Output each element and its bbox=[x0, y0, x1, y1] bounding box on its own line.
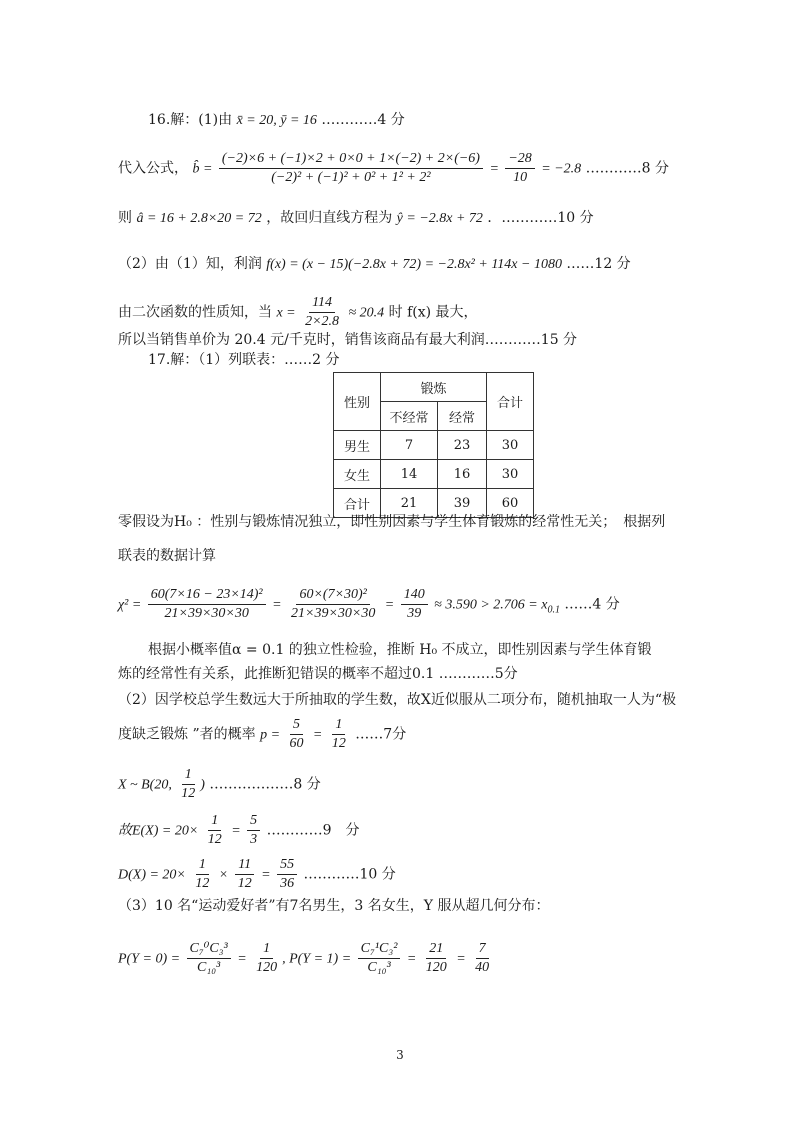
b-hat-fraction-2 bbox=[505, 150, 534, 187]
text: P(Y = 0) = bbox=[118, 951, 181, 967]
table-row bbox=[334, 460, 534, 489]
variance-fraction-1 bbox=[192, 856, 212, 893]
variance-result bbox=[277, 856, 297, 893]
cell-often: 16 bbox=[438, 460, 487, 489]
fraction-numerator: 60×(7×30)² bbox=[296, 586, 369, 605]
equals-sign: = bbox=[272, 597, 282, 613]
null-hypothesis-line-2: 联表的数据计算 bbox=[118, 548, 216, 564]
text: ≈ 3.590 > 2.706 = x bbox=[434, 597, 548, 613]
text: 由二次函数的性质知，当 bbox=[118, 304, 272, 321]
text: ) bbox=[200, 777, 205, 793]
header-often: 经常 bbox=[438, 402, 487, 431]
chi-square-line bbox=[118, 586, 620, 623]
b-hat-fraction bbox=[219, 150, 483, 187]
cell-not-often: 21 bbox=[381, 489, 438, 518]
conclusion-line-1: 根据小概率值α = 0.1 的独立性检验，推断 H₀ 不成立，即性别因素与学生体育锻 bbox=[148, 642, 652, 658]
header-not-often: 不经常 bbox=[381, 402, 438, 431]
fraction-denominator: 40 bbox=[475, 960, 490, 975]
fraction-numerator: 1 bbox=[332, 716, 345, 735]
fraction-numerator: 60(7×16 − 23×14)² bbox=[148, 586, 266, 605]
p-y0-value bbox=[253, 940, 280, 977]
table-row bbox=[334, 431, 534, 460]
page-number: 3 bbox=[396, 1048, 404, 1062]
profit-function: f(x) = (x − 15)(−2.8x + 72) = −2.8x² + 114x − 1080 bbox=[266, 257, 562, 272]
text: X ~ B(20, bbox=[118, 777, 172, 793]
p-y0-fraction bbox=[187, 940, 231, 977]
p16-line-3 bbox=[118, 208, 594, 229]
fraction-denominator: 12 bbox=[237, 876, 252, 891]
equals-sign: = bbox=[312, 727, 323, 743]
header-sex: 性别 bbox=[334, 373, 381, 431]
p-y1-fraction bbox=[358, 940, 401, 977]
fraction-denominator: 12 bbox=[207, 832, 222, 847]
chi-fraction-2 bbox=[288, 586, 378, 623]
text: × bbox=[218, 867, 229, 883]
text: 0.1 bbox=[547, 604, 560, 616]
p16-line-6: 所以当销售单价为 20.4 元/千克时，销售该商品有最大利润…………15 分 bbox=[118, 332, 578, 348]
header-total: 合计 bbox=[487, 373, 534, 431]
text: 度缺乏锻炼 ”者的概率 bbox=[118, 726, 256, 743]
fraction-denominator: 2×2.8 bbox=[305, 314, 340, 329]
text: p = bbox=[260, 727, 281, 743]
fraction-numerator: 5 bbox=[247, 812, 260, 831]
p16-score-12: ……12 分 bbox=[566, 256, 631, 272]
variance-fraction-2 bbox=[235, 856, 255, 893]
fraction-denominator: 39 bbox=[407, 606, 422, 621]
b-hat-denominator: (−2)² + (−1)² + 0² + 1² + 2² bbox=[271, 170, 431, 185]
fraction-denominator: 21×39×30×30 bbox=[164, 606, 249, 621]
p16-line-2 bbox=[118, 150, 669, 187]
text: χ² = bbox=[118, 597, 142, 613]
fraction-numerator: 7 bbox=[476, 940, 489, 959]
cell-often: 39 bbox=[438, 489, 487, 518]
p16-score-10: ．…………10 分 bbox=[487, 210, 594, 226]
equals-sign: = bbox=[231, 823, 241, 839]
binomial-line bbox=[118, 766, 321, 803]
fraction-numerator: 1 bbox=[208, 812, 221, 831]
fraction-denominator: 120 bbox=[256, 960, 278, 975]
row-label: 合计 bbox=[334, 489, 381, 518]
null-hypothesis-line-1: 零假设为H₀ ：性别与锻炼情况独立，即性别因素与学生体育锻炼的经常性无关； 根据列 bbox=[118, 514, 666, 530]
fraction-numerator: 55 bbox=[277, 856, 297, 875]
text: ，故回归直线方程为 bbox=[266, 210, 393, 226]
fraction-denominator: 36 bbox=[280, 876, 295, 891]
p17-score-8: ………………8 分 bbox=[209, 776, 321, 793]
fraction-numerator: 5 bbox=[290, 716, 303, 735]
fraction-numerator: C₇⁰C₃³ bbox=[187, 940, 231, 959]
p17-score-7: ……7分 bbox=[355, 726, 407, 743]
equals-sign: = bbox=[489, 161, 499, 177]
fraction-numerator: 114 bbox=[309, 294, 335, 313]
p17-score-4: ……4 分 bbox=[564, 596, 620, 613]
p16-line-4 bbox=[118, 254, 631, 275]
p17-line-1: 17.解：（1）列联表：……2 分 bbox=[148, 352, 340, 368]
b-hat-numerator: (−2)×6 + (−1)×2 + 0×0 + 1×(−2) + 2×(−6) bbox=[219, 150, 483, 169]
cell-total: 30 bbox=[487, 460, 534, 489]
part2-line-1: （2）因学校总学生数远大于所抽取的学生数，故X近似服从二项分布，随机抽取一人为“极 bbox=[118, 692, 677, 708]
fraction-numerator: 1 bbox=[182, 766, 195, 785]
row-label: 女生 bbox=[334, 460, 381, 489]
text: 时 f(x) 最大， bbox=[388, 304, 478, 321]
part2-line-2 bbox=[118, 716, 406, 753]
vertex-fraction bbox=[302, 294, 342, 331]
fraction-denominator: 60 bbox=[289, 736, 304, 751]
text: 则 bbox=[118, 210, 132, 226]
cell-total: 60 bbox=[487, 489, 534, 518]
equals-sign: = bbox=[406, 951, 417, 967]
fraction-denominator: 3 bbox=[250, 832, 258, 847]
p16-score-8: …………8 分 bbox=[585, 160, 669, 177]
variance-line bbox=[118, 856, 396, 893]
b-hat-symbol: b̂ = bbox=[192, 161, 213, 177]
fraction-denominator: 12 bbox=[181, 786, 196, 801]
p-y1-simplified bbox=[472, 940, 492, 977]
p17-score-10: …………10 分 bbox=[303, 866, 396, 883]
equals-sign: = bbox=[384, 597, 395, 613]
binomial-fraction bbox=[178, 766, 198, 803]
fraction-denominator: C₁₀³ bbox=[367, 960, 391, 975]
cell-not-often: 7 bbox=[381, 431, 438, 460]
prob-fraction-2 bbox=[329, 716, 349, 753]
fraction-denominator: 10 bbox=[513, 170, 528, 185]
fraction-numerator: 11 bbox=[235, 856, 254, 875]
text: x = bbox=[276, 305, 296, 321]
header-exercise: 锻炼 bbox=[381, 373, 487, 402]
fraction-numerator: 1 bbox=[196, 856, 209, 875]
text: ≈ 20.4 bbox=[348, 305, 385, 321]
equals-sign: = bbox=[237, 951, 247, 967]
expectation-line bbox=[118, 812, 360, 849]
cell-not-often: 14 bbox=[381, 460, 438, 489]
row-label: 男生 bbox=[334, 431, 381, 460]
text: D(X) = 20× bbox=[118, 867, 186, 883]
a-hat-calc: â = 16 + 2.8×20 = 72 bbox=[136, 211, 262, 226]
regression-equation: ŷ = −2.8x + 72 bbox=[396, 211, 483, 226]
conclusion-line-2: 炼的经常性有关系，此推断犯错误的概率不超过0.1 …………5分 bbox=[118, 666, 518, 682]
chi-fraction-3 bbox=[401, 586, 428, 623]
p16-intro: 16.解：(1)由 bbox=[148, 112, 233, 128]
fraction-numerator: 1 bbox=[260, 940, 273, 959]
expectation-result bbox=[247, 812, 260, 849]
p16-line-5 bbox=[118, 294, 478, 331]
p16-means: x̄ = 20, ȳ = 16 bbox=[236, 113, 317, 128]
prob-fraction-1 bbox=[286, 716, 306, 753]
fraction-numerator: 140 bbox=[401, 586, 428, 605]
fraction-denominator: C₁₀³ bbox=[196, 960, 221, 975]
cell-often: 23 bbox=[438, 431, 487, 460]
fraction-numerator: C₇¹C₃² bbox=[358, 940, 401, 959]
chi-fraction-1 bbox=[148, 586, 266, 623]
expectation-fraction bbox=[205, 812, 225, 849]
p16-score-4: …………4 分 bbox=[321, 112, 405, 128]
fraction-denominator: 120 bbox=[425, 960, 447, 975]
fraction-denominator: 12 bbox=[195, 876, 210, 891]
equals-sign: = bbox=[261, 867, 271, 883]
b-hat-value: = −2.8 bbox=[541, 161, 582, 177]
p16-line-1 bbox=[148, 110, 405, 131]
contingency-table bbox=[333, 372, 534, 518]
cell-total: 30 bbox=[487, 431, 534, 460]
p-y1-value bbox=[423, 940, 450, 977]
fraction-denominator: 21×39×30×30 bbox=[291, 606, 376, 621]
p16-substitute-label: 代入公式， bbox=[118, 160, 188, 177]
p17-score-9: …………9 分 bbox=[266, 822, 360, 839]
text: （2）由（1）知，利润 bbox=[118, 256, 262, 272]
text: , P(Y = 1) = bbox=[282, 951, 352, 967]
fraction-numerator: −28 bbox=[505, 150, 534, 169]
text: 故E(X) = 20× bbox=[118, 823, 199, 839]
fraction-numerator: 21 bbox=[426, 940, 446, 959]
hypergeometric-line bbox=[118, 940, 494, 977]
equals-sign: = bbox=[456, 951, 466, 967]
fraction-denominator: 12 bbox=[331, 736, 346, 751]
part3-line: （3）10 名“运动爱好者”有7名男生，3 名女生，Y 服从超几何分布： bbox=[118, 898, 550, 914]
